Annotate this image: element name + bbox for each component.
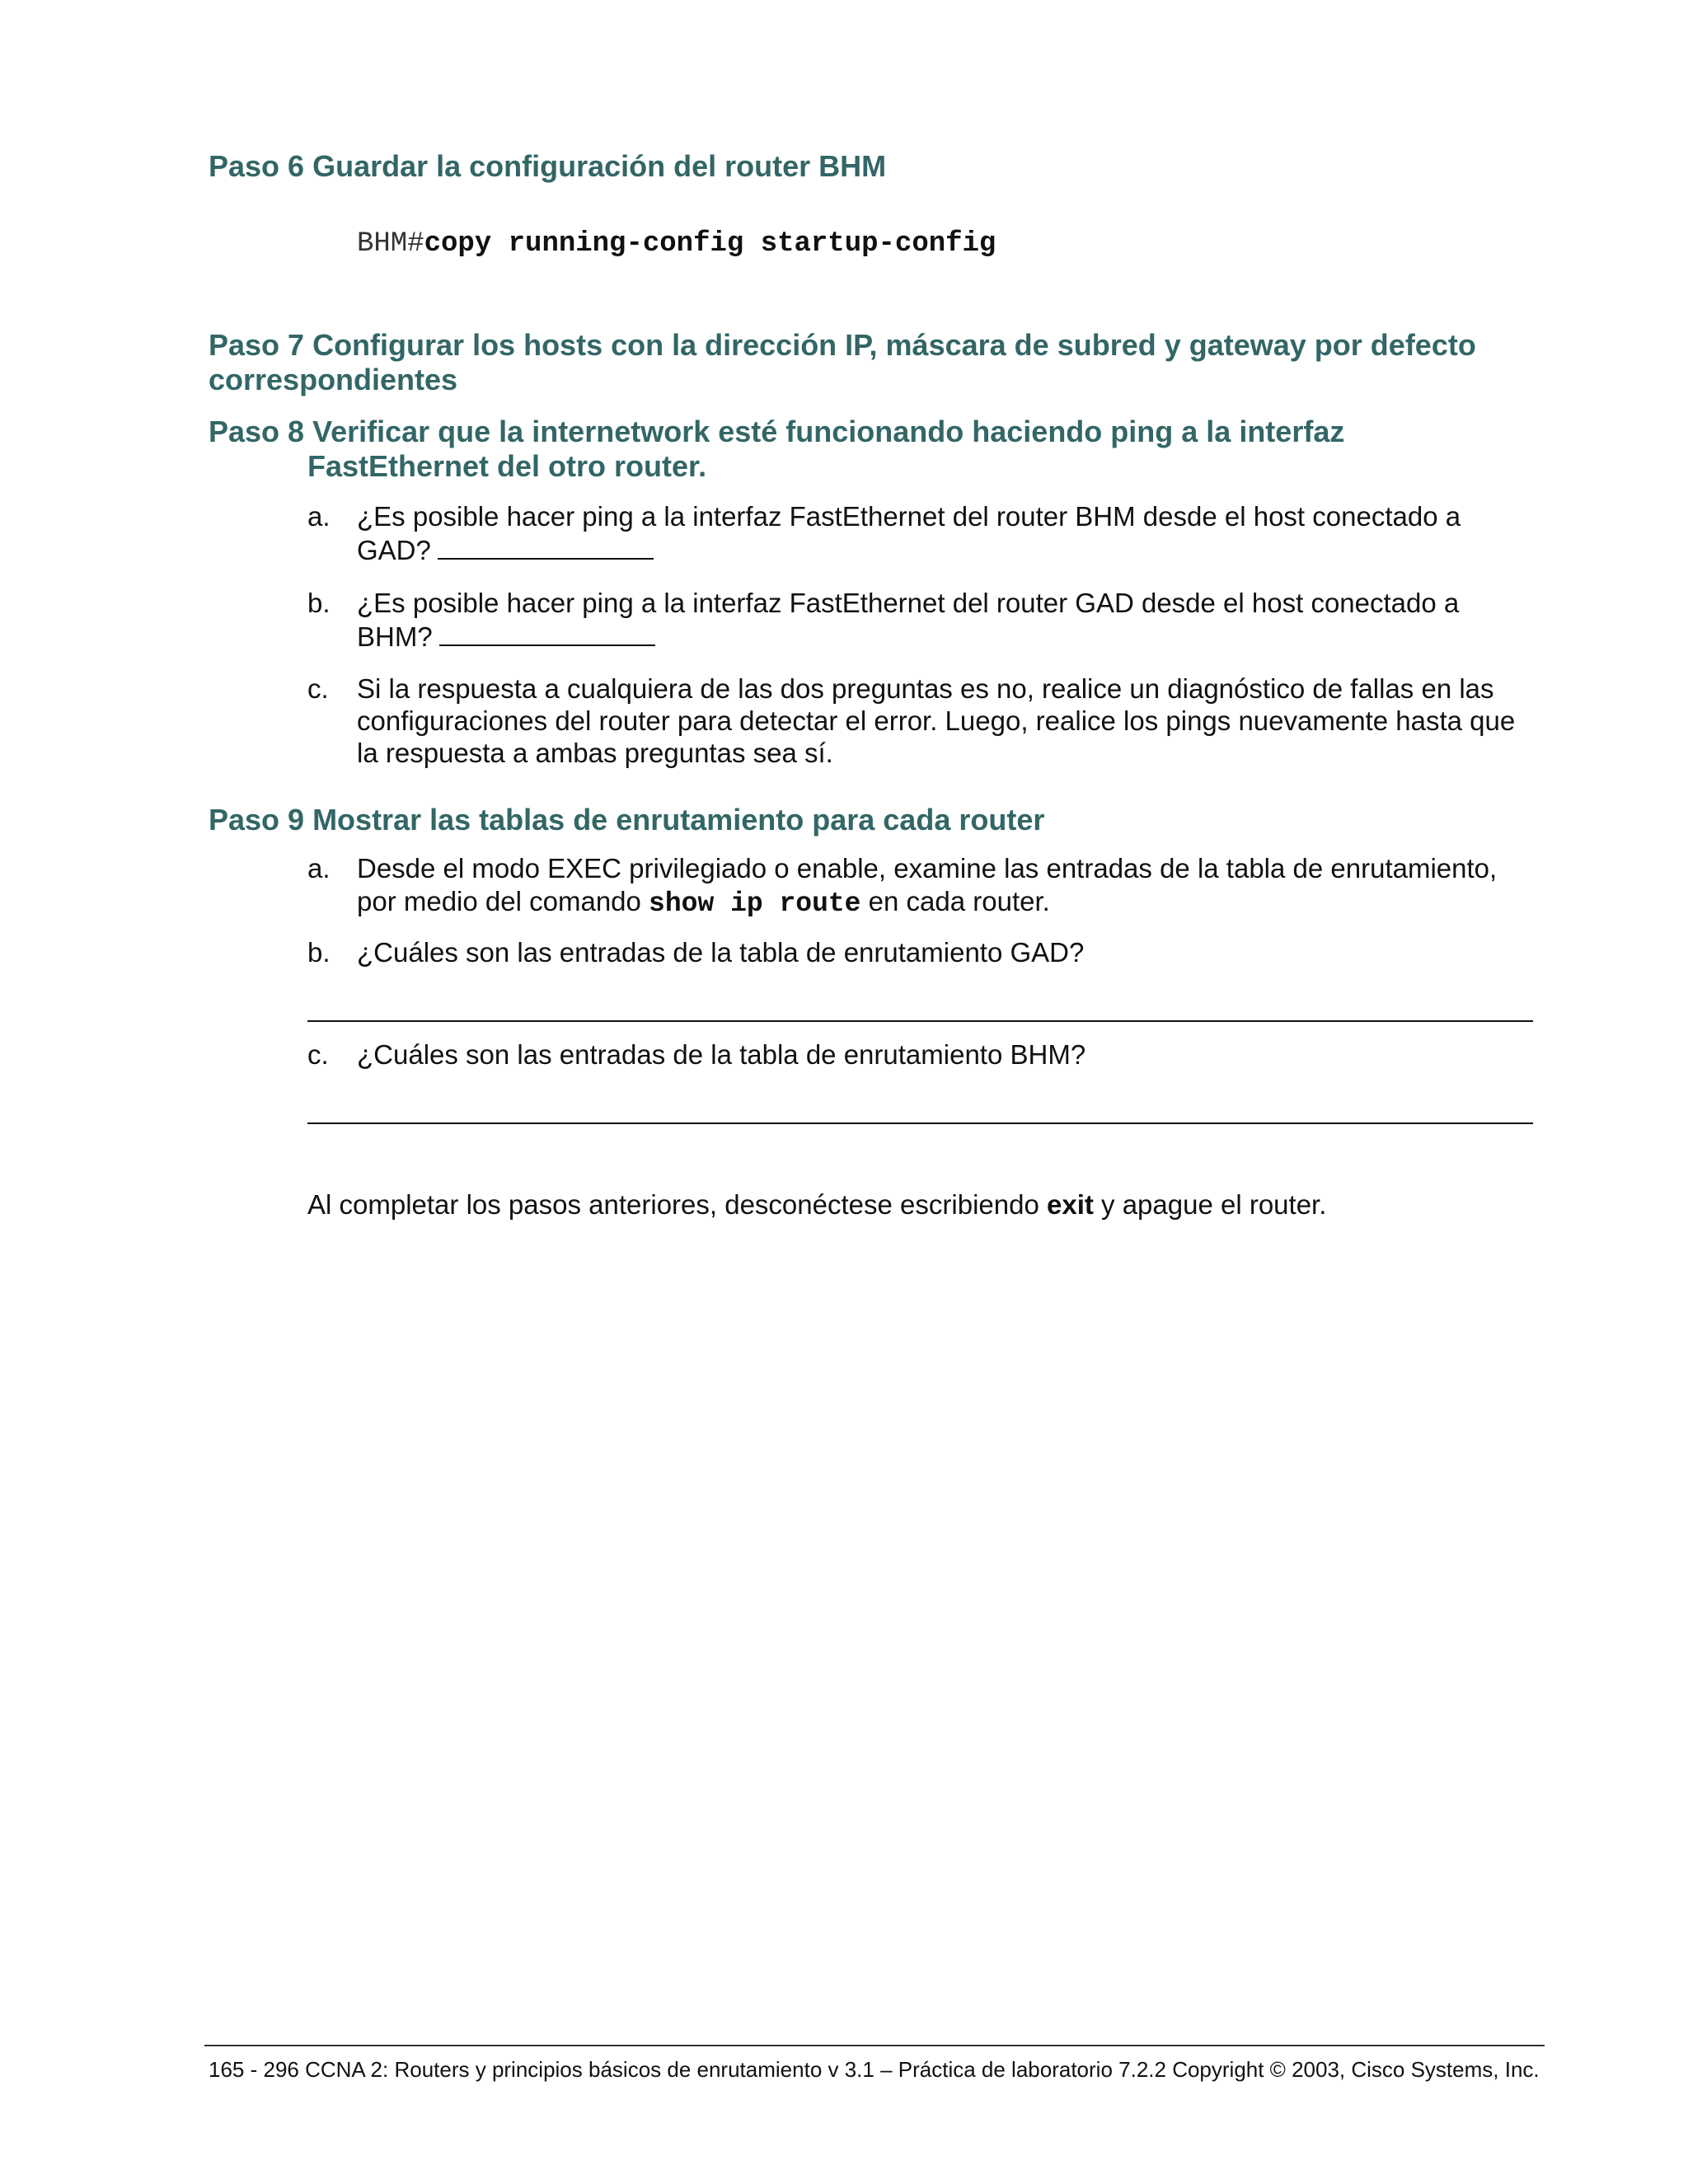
item-text xyxy=(357,852,1527,921)
step9-item-c xyxy=(307,1038,1536,1071)
step6-heading: Paso 6 Guardar la configuración del router BHM xyxy=(209,149,887,183)
answer-blank[interactable] xyxy=(438,533,654,560)
footer-divider xyxy=(204,2045,1545,2046)
closing-after: y apague el router. xyxy=(1101,1189,1327,1220)
code-prompt: BHM# xyxy=(357,228,424,260)
item-marker: b. xyxy=(307,588,331,618)
command-inline: show ip route xyxy=(649,888,861,919)
item-question-tail: BHM? xyxy=(357,621,433,652)
closing-before: Al completar los pasos anteriores, desconéctese escribiendo xyxy=(307,1189,1039,1220)
code-command: copy running-config startup-config xyxy=(424,228,996,260)
item-question: ¿Es posible hacer ping a la interfaz FastEthernet del router GAD desde el host conectado a xyxy=(357,588,1460,618)
answer-line-gad[interactable] xyxy=(307,1020,1533,1022)
step9-item-b xyxy=(307,936,1536,969)
item-question-tail: GAD? xyxy=(357,535,431,565)
closing-text xyxy=(307,1188,1326,1221)
item-marker: c. xyxy=(307,673,329,704)
step9-heading: Paso 9 Mostrar las tablas de enrutamiento para cada router xyxy=(209,803,1045,837)
closing-keyword: exit xyxy=(1046,1189,1094,1220)
item-text: ¿Cuáles son las entradas de la tabla de enrutamiento BHM? xyxy=(357,1039,1086,1070)
step8-item-b xyxy=(307,587,1536,654)
step8-heading xyxy=(209,415,1344,484)
item-marker: c. xyxy=(307,1039,329,1070)
step8-item-c xyxy=(307,673,1540,769)
item-text xyxy=(357,500,1536,567)
item-marker: a. xyxy=(307,853,331,883)
step6-code-block xyxy=(357,227,996,260)
item-text-after: en cada router. xyxy=(868,886,1050,916)
step7-heading-line2: correspondientes xyxy=(209,363,458,396)
item-text: Si la respuesta a cualquiera de las dos preguntas es no, realice un diagnóstico de fallas en las configuraciones del router para detectar el error. Luego, realice los pings nuevamente hasta que la respuesta a ambas preguntas sea sí. xyxy=(357,673,1516,768)
step8-heading-line1: Paso 8 Verificar que la internetwork esté funcionando haciendo ping a la interfaz xyxy=(209,415,1345,448)
step7-heading-line1: Paso 7 Configurar los hosts con la dirección IP, máscara de subred y gateway por defecto xyxy=(209,328,1476,362)
answer-blank[interactable] xyxy=(439,620,655,646)
step8-heading-line2: FastEthernet del otro router. xyxy=(307,449,707,483)
step9-item-a xyxy=(307,852,1527,921)
item-marker: a. xyxy=(307,501,331,532)
item-text-before: Desde el modo EXEC privilegiado o enable, examine las entradas de la tabla de enrutamiento, por medio del comando xyxy=(357,853,1498,916)
item-question: ¿Es posible hacer ping a la interfaz FastEthernet del router BHM desde el host conectado a xyxy=(357,501,1461,532)
step7-heading xyxy=(209,328,1476,397)
answer-line-bhm[interactable] xyxy=(307,1122,1533,1124)
step8-item-a xyxy=(307,500,1536,567)
page-footer: 165 - 296 CCNA 2: Routers y principios básicos de enrutamiento v 3.1 – Práctica de laboratorio 7.2.2 Copyright © 2003, Cisco Systems, Inc. xyxy=(209,2057,1540,2082)
item-text: ¿Cuáles son las entradas de la tabla de enrutamiento GAD? xyxy=(357,937,1085,968)
item-marker: b. xyxy=(307,937,331,968)
item-text xyxy=(357,587,1536,654)
